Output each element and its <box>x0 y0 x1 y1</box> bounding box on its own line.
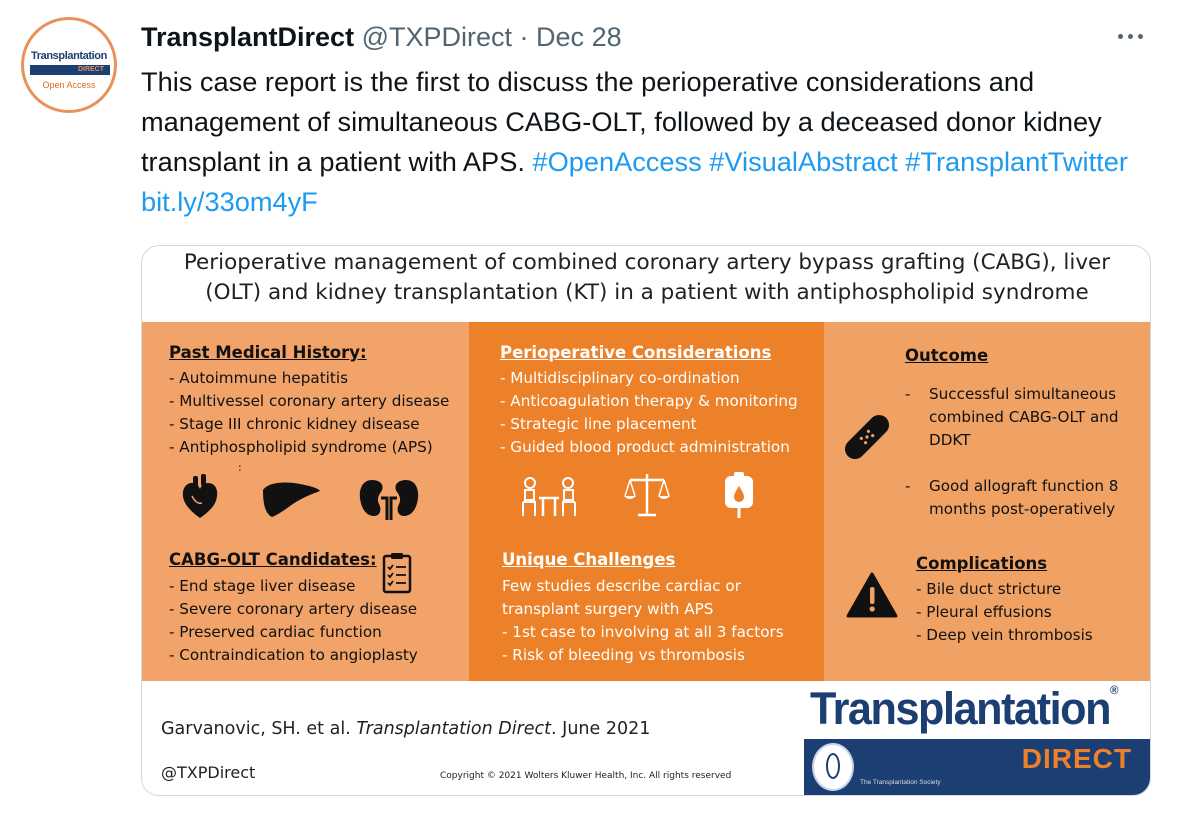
considerations-list <box>500 367 798 459</box>
challenges-line: - Risk of bleeding vs thrombosis <box>502 646 745 664</box>
hashtag-visualabstract[interactable]: #VisualAbstract <box>709 146 898 177</box>
citation <box>161 719 650 739</box>
abstract-title <box>142 246 1151 322</box>
header-separator: · <box>519 22 529 52</box>
complications-item: - Bile duct stricture <box>916 580 1062 598</box>
citation-journal: Transplantation Direct <box>356 719 552 739</box>
clipboard-icon <box>382 552 412 594</box>
considerations-item: - Multidisciplinary co-ordination <box>500 369 740 387</box>
meeting-icon <box>521 476 577 518</box>
history-heading: Past Medical History: <box>169 343 367 362</box>
footer-handle: @TXPDirect <box>161 763 256 782</box>
outcome-item-2: Good allograft function 8 months post-operatively <box>929 477 1119 518</box>
scales-icon <box>624 472 670 518</box>
ellipsis-icon[interactable] <box>1118 28 1150 44</box>
outcome-dash-2: - <box>905 477 911 495</box>
history-item: - Multivessel coronary artery disease <box>169 392 450 410</box>
complications-item: - Deep vein thrombosis <box>916 626 1093 644</box>
stray-mark: : <box>238 461 242 474</box>
considerations-item: - Anticoagulation therapy & monitoring <box>500 392 798 410</box>
challenges-heading: Unique Challenges <box>502 550 676 569</box>
challenges-line: Few studies describe cardiac or <box>502 577 741 595</box>
outcome-heading: Outcome <box>905 346 989 365</box>
liver-icon <box>260 480 322 518</box>
considerations-panel <box>469 322 824 681</box>
outcome-dash-1: - <box>905 385 911 403</box>
candidates-item: - Severe coronary artery disease <box>169 600 418 618</box>
avatar-open-access: Open Access <box>42 80 96 90</box>
abstract-title-line-1: Perioperative management of combined coronary artery bypass grafting (CABG), liver <box>183 250 1111 275</box>
considerations-heading: Perioperative Considerations <box>500 343 772 362</box>
logo-society: The Transplantation Society <box>860 779 941 786</box>
history-panel <box>142 322 469 681</box>
citation-authors: Garvanovic, SH. et al. <box>161 719 351 739</box>
bandage-icon <box>838 408 896 466</box>
abstract-footer <box>142 681 1151 796</box>
candidates-item: - End stage liver disease <box>169 577 356 595</box>
kidneys-icon <box>359 476 419 520</box>
user-handle[interactable]: @TXPDirect <box>361 22 513 52</box>
challenges-line: transplant surgery with APS <box>502 600 714 618</box>
journal-logo <box>804 681 1151 796</box>
candidates-item: - Contraindication to angioplasty <box>169 646 418 664</box>
tweet-body-text: This case report is the first to discuss the perioperative considerations and management of simultaneous CABG-OLT, followed by a deceased donor kidney transplant in a patient with APS. <box>141 66 1102 177</box>
hashtag-transplanttwitter[interactable]: #TransplantTwitter <box>905 146 1128 177</box>
candidates-item: - Preserved cardiac function <box>169 623 382 641</box>
considerations-item: - Guided blood product administration <box>500 438 790 456</box>
complications-heading: Complications <box>916 554 1048 573</box>
display-name[interactable]: TransplantDirect <box>141 22 355 52</box>
complications-list <box>916 578 1093 647</box>
challenges-list <box>502 575 784 667</box>
candidates-heading: CABG-OLT Candidates: <box>169 550 377 569</box>
history-item: - Antiphospholipid syndrome (APS) <box>169 438 433 456</box>
considerations-item: - Strategic line placement <box>500 415 697 433</box>
logo-wordmark: Transplantation® <box>810 683 1118 734</box>
blood-bag-icon <box>722 472 756 520</box>
warning-icon <box>846 572 898 618</box>
logo-bar <box>804 739 1151 796</box>
avatar-logo-bar: DIRECT <box>30 65 110 75</box>
logo-direct: DIRECT <box>1021 743 1132 774</box>
tweet-text <box>141 62 1151 222</box>
visual-abstract-image[interactable] <box>141 245 1151 796</box>
history-item: - Autoimmune hepatitis <box>169 369 348 387</box>
outcome-panel <box>824 322 1151 681</box>
tweet-date[interactable]: Dec 28 <box>536 22 622 52</box>
outcome-item-1: Successful simultaneous combined CABG-OLT and DDKT <box>929 385 1119 449</box>
challenges-line: - 1st case to involving at all 3 factors <box>502 623 784 641</box>
abstract-title-line-2: (OLT) and kidney transplantation (KT) in a patient with antiphospholipid syndrome <box>205 280 1089 305</box>
history-list <box>169 367 449 459</box>
avatar-logo-text: Transplantation <box>31 50 107 62</box>
candidates-list <box>169 575 418 667</box>
hashtag-openaccess[interactable]: #OpenAccess <box>532 146 702 177</box>
tweet-link[interactable]: bit.ly/33om4yF <box>141 186 318 217</box>
complications-item: - Pleural effusions <box>916 603 1052 621</box>
history-item: - Stage III chronic kidney disease <box>169 415 420 433</box>
citation-date: . June 2021 <box>551 719 651 739</box>
copyright: Copyright © 2021 Wolters Kluwer Health, Inc. All rights reserved <box>440 771 732 781</box>
heart-icon <box>180 474 220 520</box>
profile-avatar[interactable] <box>21 17 117 113</box>
society-seal-icon <box>812 743 854 791</box>
tweet-header <box>141 20 622 54</box>
